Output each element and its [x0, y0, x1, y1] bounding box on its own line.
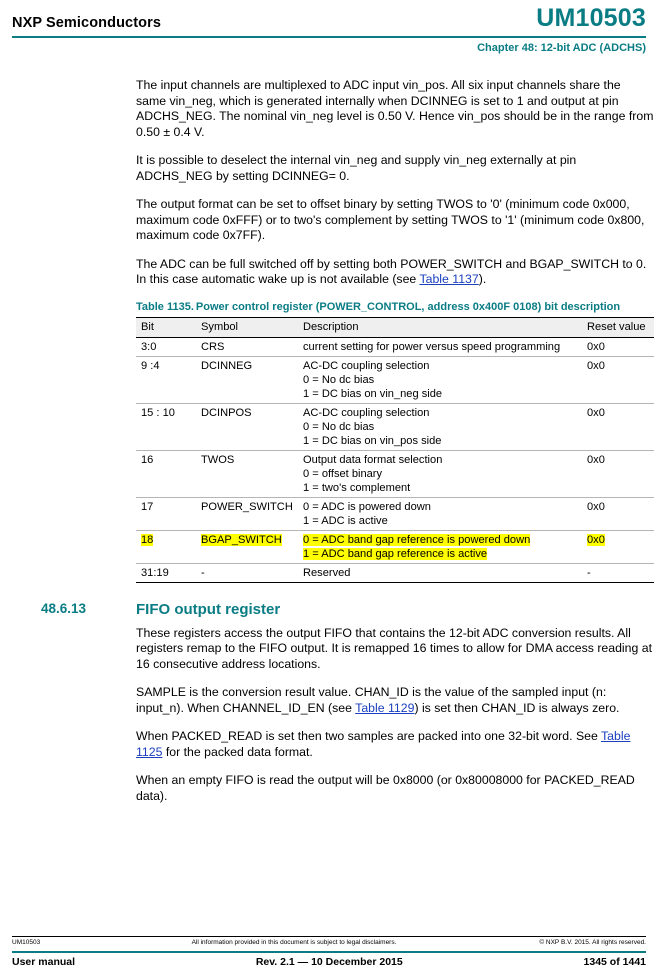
cell-reset-value: - — [582, 563, 654, 582]
highlight-bit: 18 — [141, 533, 154, 546]
column-header-bit: Bit — [136, 317, 196, 337]
chapter-title: Chapter 48: 12-bit ADC (ADCHS) — [477, 42, 646, 54]
paragraph-text-before-link: SAMPLE is the conversion result value. CHAN_ID is the value of the sampled input (n: input_n). When CHANNEL_ID_EN (see — [136, 685, 607, 715]
cell-reset-value: 0x0 — [582, 403, 654, 450]
highlight-description-0: 0 = ADC band gap reference is powered down — [303, 533, 531, 546]
link-table-1129[interactable]: Table 1129 — [355, 700, 415, 715]
document-id: UM10503 — [536, 4, 646, 32]
footer-page-number: 1345 of 1441 — [583, 956, 646, 968]
cell-reset-value: 0x0 — [587, 340, 605, 353]
footer-main-line — [12, 956, 646, 968]
paragraph-deselect-vinneg: It is possible to deselect the internal vin_neg and supply vin_neg externally at pin ADCHS_NEG by setting DCINNEG= 0. — [136, 153, 577, 183]
footer-legal-center: All information provided in this document is subject to legal disclaimers. — [191, 939, 397, 946]
footer-doc-id: UM10503 — [12, 939, 41, 946]
cell-symbol: - — [196, 563, 298, 582]
description-line: 0 = No dc bias — [303, 420, 375, 433]
paragraph-text-after-link: ). — [478, 272, 487, 286]
cell-symbol: DCINNEG — [196, 356, 298, 403]
paragraph-sample — [136, 685, 654, 716]
cell-symbol — [196, 530, 298, 563]
paragraph-text-before-link: The ADC can be full switched off by setting both POWER_SWITCH and BGAP_SWITCH to 0. In this case automatic wake up is not available (see — [136, 256, 647, 286]
description-line: 1 = ADC is active — [303, 514, 388, 527]
table-row — [136, 563, 654, 582]
description-line: 0 = No dc bias — [303, 373, 375, 386]
section-fifo-output-register — [41, 600, 654, 805]
paragraph-input-channels: The input channels are multiplexed to ADC input vin_pos. All six input channels share the same vin_neg, which is generated internally when DCINNEG is set to 1 and output at pin ADCHS_NEG. The nominal vin_neg level is 0.50 V. Hence vin_pos should be in the range from 0.50 ± 0.4 V. — [136, 78, 654, 139]
description-line: current setting for power versus speed programming — [303, 340, 561, 353]
cell-bit: 15 : 10 — [136, 403, 196, 450]
cell-bit: 31:19 — [136, 563, 196, 582]
highlight-reset: 0x0 — [587, 533, 605, 546]
table-row — [136, 497, 654, 530]
page-header — [0, 0, 658, 33]
description-line — [303, 547, 578, 561]
link-table-1137[interactable]: Table 1137 — [419, 272, 479, 286]
column-header-symbol: Symbol — [196, 317, 298, 337]
description-line: 1 = two's complement — [303, 481, 411, 494]
footer-revision: Rev. 2.1 — 10 December 2015 — [255, 956, 403, 968]
footer-legal-line — [12, 939, 646, 946]
cell-reset-value: 0x0 — [582, 450, 654, 497]
paragraph-text-after-link: ) is set then CHAN_ID is always zero. — [414, 700, 620, 715]
cell-description — [298, 403, 582, 450]
page-footer — [0, 936, 658, 974]
footer-divider-bottom — [12, 951, 646, 953]
highlight-symbol: BGAP_SWITCH — [201, 533, 282, 546]
highlight-description-1: 1 = ADC band gap reference is active — [303, 547, 488, 560]
paragraph-empty-fifo: When an empty FIFO is read the output will be 0x8000 (or 0x80008000 for PACKED_READ data). — [136, 773, 635, 803]
cell-reset-value: 0x0 — [582, 497, 654, 530]
cell-bit: 9 :4 — [136, 356, 196, 403]
column-header-reset-value: Reset value — [582, 317, 654, 337]
table-row — [136, 356, 654, 403]
paragraph-packed-read — [136, 729, 654, 760]
company-name: NXP Semiconductors — [12, 15, 161, 31]
cell-reset-value: 0x0 — [582, 356, 654, 403]
cell-description — [298, 356, 582, 403]
header-divider — [12, 36, 646, 38]
table-caption-text: Power control register (POWER_CONTROL, address 0x400F 0108) bit description — [195, 300, 621, 313]
footer-divider-top — [12, 936, 646, 937]
description-line: Reserved — [303, 566, 351, 579]
description-line: 1 = DC bias on vin_pos side — [303, 434, 442, 447]
paragraph-output-format: The output format can be set to offset binary by setting TWOS to '0' (minimum code 0x000, maximum code 0xFFF) or to two's complement by setting TWOS to '1' (minimum code 0x800, maximum code 0x7FF). — [136, 197, 645, 242]
cell-bit — [136, 530, 196, 563]
cell-bit: 3:0 — [141, 340, 157, 353]
description-line: AC-DC coupling selection — [303, 406, 430, 419]
table-row — [136, 403, 654, 450]
cell-symbol: TWOS — [196, 450, 298, 497]
cell-bit: 17 — [136, 497, 196, 530]
table-header-row — [136, 317, 654, 337]
cell-symbol: DCINPOS — [196, 403, 298, 450]
cell-description — [298, 450, 582, 497]
cell-reset-value — [582, 530, 654, 563]
description-line: 0 = offset binary — [303, 467, 383, 480]
paragraph-adc-switch-off — [136, 257, 654, 288]
cell-bit: 16 — [136, 450, 196, 497]
paragraph-text-before-link: When PACKED_READ is set then two samples are packed into one 32-bit word. See — [136, 729, 602, 743]
power-control-register-table — [136, 317, 654, 583]
description-line: AC-DC coupling selection — [303, 359, 430, 372]
column-header-description: Description — [298, 317, 582, 337]
cell-description — [298, 563, 582, 582]
section-heading — [41, 600, 654, 618]
link-table-1125[interactable]: Table 1125 — [136, 729, 631, 759]
table-row-highlighted — [136, 530, 654, 563]
section-number: 48.6.13 — [41, 600, 87, 616]
description-line: 0 = ADC is powered down — [303, 500, 431, 513]
paragraph-text-after-link: for the packed data format. — [162, 744, 313, 759]
description-line: Output data format selection — [303, 453, 443, 466]
cell-description — [298, 497, 582, 530]
footer-copyright: © NXP B.V. 2015. All rights reserved. — [539, 939, 646, 946]
table-caption-number: Table 1135. — [136, 300, 194, 313]
description-line — [303, 533, 578, 547]
paragraph-fifo-registers: These registers access the output FIFO that contains the 12-bit ADC conversion results. All registers remap to the FIFO output. It is remapped 16 times to allow for DMA access reading at 16 consecutive address locations. — [136, 625, 653, 671]
cell-symbol: POWER_SWITCH — [196, 497, 298, 530]
table-caption — [136, 301, 654, 314]
cell-description — [298, 337, 582, 356]
cell-description — [298, 530, 582, 563]
footer-manual-label: User manual — [12, 956, 76, 968]
section-title: FIFO output register — [136, 600, 281, 618]
description-line: 1 = DC bias on vin_neg side — [303, 387, 443, 400]
table-row — [136, 337, 654, 356]
page-content — [41, 78, 654, 817]
table-row — [136, 450, 654, 497]
cell-symbol: CRS — [201, 340, 225, 353]
